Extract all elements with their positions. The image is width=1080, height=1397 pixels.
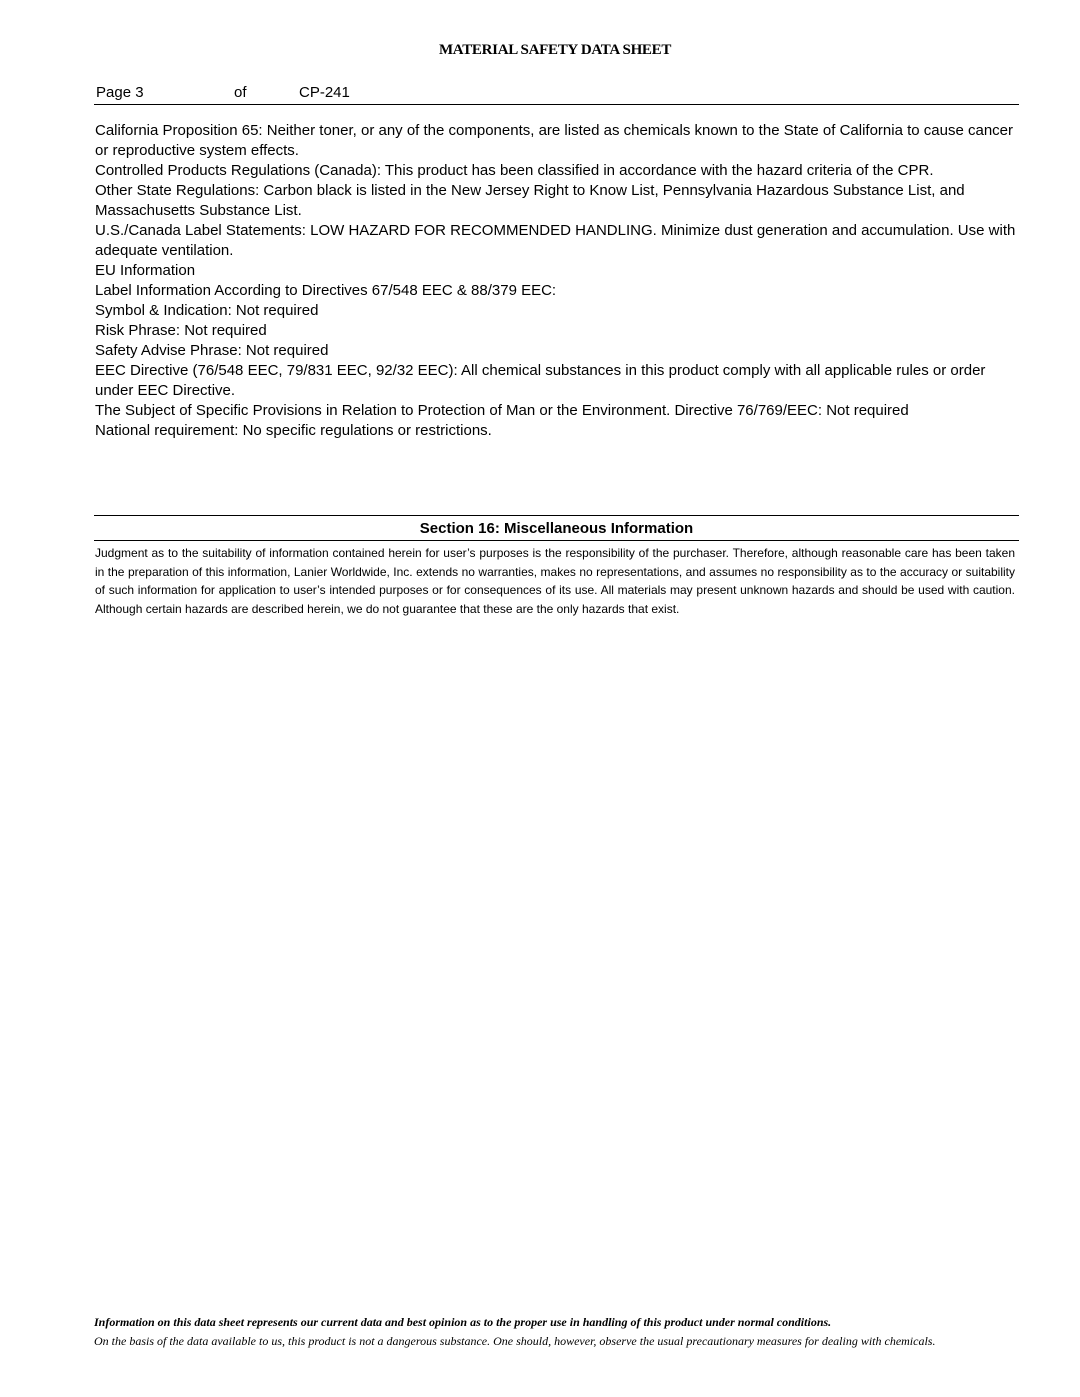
other-state-regulations: Other State Regulations: Carbon black is listed in the New Jersey Right to Know List, Pennsylvania Hazardous Substance List, and Massachusetts Substance List. <box>95 182 965 219</box>
page-of-label: of <box>234 84 247 101</box>
label-statements: U.S./Canada Label Statements: LOW HAZARD FOR RECOMMENDED HANDLING. Minimize dust generation and accumulation. Use with adequate ventilation. <box>95 222 1016 259</box>
section-divider-top <box>94 515 1019 516</box>
eec-directive: EEC Directive (76/548 EEC, 79/831 EEC, 92/32 EEC): All chemical substances in this product comply with all applicable rules or order under EEC Directive. <box>95 362 986 399</box>
section-divider-bottom <box>94 540 1019 541</box>
canada-cpr-statement: Controlled Products Regulations (Canada): This product has been classified in accordance with the hazard criteria of the CPR. <box>95 162 934 179</box>
national-requirement: National requirement: No specific regulations or restrictions. <box>95 422 492 439</box>
risk-phrase: Risk Phrase: Not required <box>95 322 267 339</box>
document-title: MATERIAL SAFETY DATA SHEET <box>438 42 672 58</box>
specific-provisions: The Subject of Specific Provisions in Relation to Protection of Man or the Environment. Directive 76/769/EEC: Not required <box>95 402 909 419</box>
footer-disclaimer <box>94 1313 1016 1350</box>
safety-advise-phrase: Safety Advise Phrase: Not required <box>95 342 329 359</box>
document-code: CP-241 <box>299 84 350 101</box>
page-number: Page 3 <box>96 84 144 101</box>
symbol-indication: Symbol & Indication: Not required <box>95 302 319 319</box>
section16-heading: Section 16: Miscellaneous Information <box>419 520 694 537</box>
footer-line-2: On the basis of the data available to us, this product is not a dangerous substance. One should, however, observe the usual precautionary measures for dealing with chemicals. <box>94 1333 936 1348</box>
footer-line-1: Information on this data sheet represents our current data and best opinion as to the proper use in handling of this product under normal conditions. <box>94 1315 832 1329</box>
prop65-statement: California Proposition 65: Neither toner, or any of the components, are listed as chemicals known to the State of California to cause cancer or reproductive system effects. <box>95 122 1013 159</box>
eu-label-information: Label Information According to Directives 67/548 EEC & 88/379 EEC: <box>95 282 557 299</box>
eu-information-heading: EU Information <box>95 262 196 279</box>
section16-body: Judgment as to the suitability of information contained herein for user’s purposes is the responsibility of the purchaser. Therefore, although reasonable care has been taken in the preparation of this information, Lanier Worldwide, Inc. extends no warranties, makes no representations, and assumes no responsibility as to the accuracy or suitability of such information for application to user’s intended purposes or for consequences of its use. All materials may present unknown hazards and should be used with caution. Although certain hazards are described herein, we do not guarantee that these are the only hazards that exist. <box>95 546 1015 616</box>
regulatory-information <box>95 121 1020 441</box>
page-info-line <box>94 84 1019 105</box>
